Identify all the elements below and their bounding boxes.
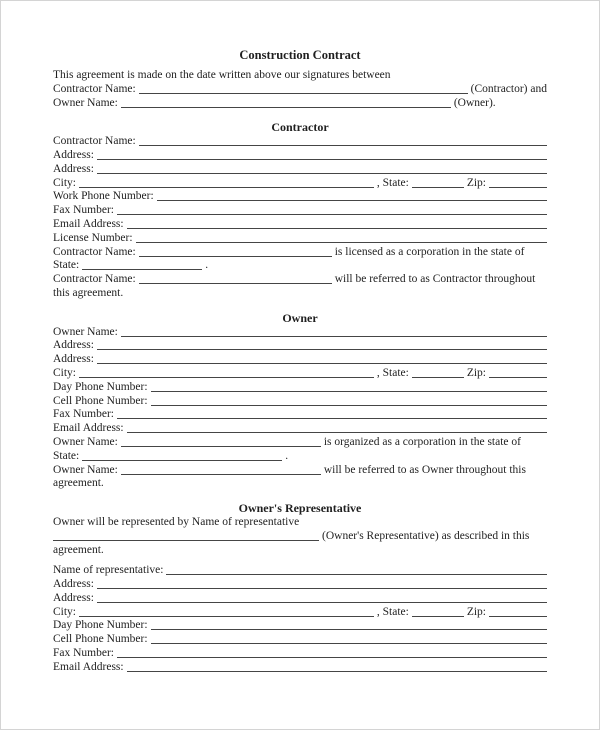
form-row bbox=[53, 190, 547, 204]
form-row bbox=[53, 633, 547, 647]
owner-fax-blank-line bbox=[117, 418, 547, 419]
representative-cell-phone-label: Cell Phone Number: bbox=[53, 633, 148, 646]
section-heading-owner: Owner bbox=[282, 310, 318, 325]
owner-zip-blank-line bbox=[489, 377, 547, 378]
static-text: Zip: bbox=[466, 605, 486, 618]
static-text: (Owner's Representative) as described in this bbox=[322, 529, 530, 542]
form-row bbox=[53, 246, 547, 260]
owner-city-blank-line bbox=[79, 377, 374, 378]
owner-address-1-blank-line bbox=[97, 349, 547, 350]
owner-state-blank-line bbox=[412, 377, 464, 378]
representative-address-2-blank-line bbox=[97, 602, 547, 603]
form-row bbox=[53, 661, 547, 675]
form-row bbox=[53, 97, 547, 111]
owner-email-label: Email Address: bbox=[53, 422, 124, 435]
form-row bbox=[53, 381, 547, 395]
representative-email-blank-line bbox=[127, 671, 547, 672]
owner-reference-name-label: Owner Name: bbox=[53, 463, 118, 476]
static-text: (Contractor) and bbox=[470, 82, 547, 95]
section-heading-contractor: Contractor bbox=[271, 120, 329, 135]
static-text: Zip: bbox=[466, 176, 486, 189]
owner-reference-name-blank-line bbox=[121, 474, 321, 475]
form-row bbox=[53, 259, 547, 273]
static-text: will be referred to as Contractor throughout bbox=[334, 273, 536, 286]
form-row bbox=[53, 592, 547, 606]
static-text: , State: bbox=[376, 176, 409, 189]
form-row bbox=[53, 326, 547, 340]
static-text: will be referred to as Owner throughout this bbox=[323, 463, 526, 476]
form-row bbox=[53, 606, 547, 620]
representative-address-2-label: Address: bbox=[53, 591, 94, 604]
owner-email-blank-line bbox=[127, 432, 547, 433]
contractor-work-phone-label: Work Phone Number: bbox=[53, 190, 154, 203]
form-row bbox=[53, 135, 547, 149]
representative-city-blank-line bbox=[79, 616, 374, 617]
form-row bbox=[53, 408, 547, 422]
contractor-zip-blank-line bbox=[489, 187, 547, 188]
representative-email-label: Email Address: bbox=[53, 660, 124, 673]
form-row bbox=[53, 218, 547, 232]
owner-name-label: Owner Name: bbox=[53, 96, 118, 109]
static-text: , State: bbox=[376, 366, 409, 379]
static-text: , State: bbox=[376, 605, 409, 618]
form-row bbox=[53, 353, 547, 367]
owner-corporation-state-label: State: bbox=[53, 449, 80, 462]
static-text: . bbox=[285, 449, 289, 462]
form-row bbox=[53, 422, 547, 436]
contractor-name-label: Contractor Name: bbox=[53, 82, 136, 95]
form-row bbox=[53, 204, 547, 218]
owner-address-1-label: Address: bbox=[53, 339, 94, 352]
contractor-corporation-name-label: Contractor Name: bbox=[53, 245, 136, 258]
contractor-reference-name-blank-line bbox=[139, 283, 332, 284]
form-row bbox=[53, 436, 547, 450]
owner-name-blank-line bbox=[121, 336, 547, 337]
static-text: agreement. bbox=[53, 477, 104, 490]
form-row bbox=[53, 69, 547, 83]
form-row bbox=[53, 395, 547, 409]
static-text: . bbox=[205, 259, 209, 272]
contractor-email-blank-line bbox=[127, 228, 547, 229]
form-row bbox=[53, 367, 547, 381]
owner-name-label: Owner Name: bbox=[53, 325, 118, 338]
contractor-fax-blank-line bbox=[117, 214, 547, 215]
owner-fax-label: Fax Number: bbox=[53, 408, 115, 421]
form-row bbox=[53, 578, 547, 592]
form-row bbox=[53, 273, 547, 287]
contractor-fax-label: Fax Number: bbox=[53, 204, 115, 217]
static-text: agreement. bbox=[53, 543, 104, 556]
contractor-city-label: City: bbox=[53, 176, 77, 189]
form-row bbox=[53, 516, 547, 530]
owner-day-phone-blank-line bbox=[151, 391, 547, 392]
representative-day-phone-blank-line bbox=[151, 629, 547, 630]
contractor-address-1-label: Address: bbox=[53, 148, 94, 161]
form-row bbox=[53, 232, 547, 246]
representative-city-label: City: bbox=[53, 605, 77, 618]
form-row bbox=[53, 544, 547, 558]
static-text: Zip: bbox=[466, 366, 486, 379]
contractor-corporation-name-blank-line bbox=[139, 256, 332, 257]
owner-corporation-name-label: Owner Name: bbox=[53, 435, 118, 448]
contractor-address-2-blank-line bbox=[97, 173, 547, 174]
representative-name-label: Name of representative: bbox=[53, 564, 164, 577]
contractor-name-blank-line bbox=[139, 145, 547, 146]
owner-name-blank-line bbox=[121, 107, 451, 108]
representative-name-blank-line bbox=[53, 540, 319, 541]
representative-fax-blank-line bbox=[117, 657, 547, 658]
owner-cell-phone-blank-line bbox=[151, 405, 547, 406]
form-row bbox=[53, 450, 547, 464]
contractor-name-blank-line bbox=[139, 93, 468, 94]
static-text: Owner will be represented by Name of representative bbox=[53, 515, 300, 528]
representative-cell-phone-blank-line bbox=[151, 643, 547, 644]
form-row bbox=[53, 464, 547, 478]
contractor-city-blank-line bbox=[79, 187, 374, 188]
contractor-name-label: Contractor Name: bbox=[53, 135, 136, 148]
form-row bbox=[53, 287, 547, 301]
contractor-reference-name-label: Contractor Name: bbox=[53, 273, 136, 286]
form-row bbox=[53, 564, 547, 578]
form-row bbox=[53, 339, 547, 353]
owner-corporation-state-blank-line bbox=[82, 460, 282, 461]
contractor-email-label: Email Address: bbox=[53, 217, 124, 230]
static-text: is licensed as a corporation in the state of bbox=[334, 245, 525, 258]
form-row bbox=[53, 647, 547, 661]
owner-corporation-name-blank-line bbox=[121, 446, 321, 447]
owner-cell-phone-label: Cell Phone Number: bbox=[53, 394, 148, 407]
contractor-state-blank-line bbox=[412, 187, 464, 188]
form-row bbox=[53, 163, 547, 177]
section-heading-owners-representative: Owner's Representative bbox=[238, 501, 362, 516]
owner-address-2-blank-line bbox=[97, 363, 547, 364]
document-body bbox=[53, 69, 547, 675]
representative-zip-blank-line bbox=[489, 616, 547, 617]
contractor-address-1-blank-line bbox=[97, 159, 547, 160]
representative-address-1-label: Address: bbox=[53, 578, 94, 591]
form-row bbox=[53, 619, 547, 633]
form-row bbox=[53, 149, 547, 163]
form-row bbox=[53, 177, 547, 191]
owner-address-2-label: Address: bbox=[53, 353, 94, 366]
contractor-corporation-state-label: State: bbox=[53, 259, 80, 272]
static-text: is organized as a corporation in the state of bbox=[323, 435, 521, 448]
owner-city-label: City: bbox=[53, 366, 77, 379]
representative-day-phone-label: Day Phone Number: bbox=[53, 619, 148, 632]
contractor-address-2-label: Address: bbox=[53, 162, 94, 175]
owner-day-phone-label: Day Phone Number: bbox=[53, 380, 148, 393]
contractor-license-label: License Number: bbox=[53, 231, 133, 244]
contractor-license-blank-line bbox=[136, 242, 547, 243]
form-row bbox=[53, 83, 547, 97]
form-row bbox=[53, 477, 547, 491]
form-row bbox=[53, 530, 547, 544]
static-text: this agreement. bbox=[53, 286, 124, 299]
representative-fax-label: Fax Number: bbox=[53, 647, 115, 660]
static-text: This agreement is made on the date written above our signatures between bbox=[53, 69, 391, 81]
representative-name-blank-line bbox=[166, 574, 547, 575]
representative-state-blank-line bbox=[412, 616, 464, 617]
static-text: (Owner). bbox=[453, 96, 496, 109]
contractor-work-phone-blank-line bbox=[157, 200, 547, 201]
contractor-corporation-state-blank-line bbox=[82, 269, 202, 270]
representative-address-1-blank-line bbox=[97, 588, 547, 589]
document-title: Construction Contract bbox=[239, 48, 361, 62]
